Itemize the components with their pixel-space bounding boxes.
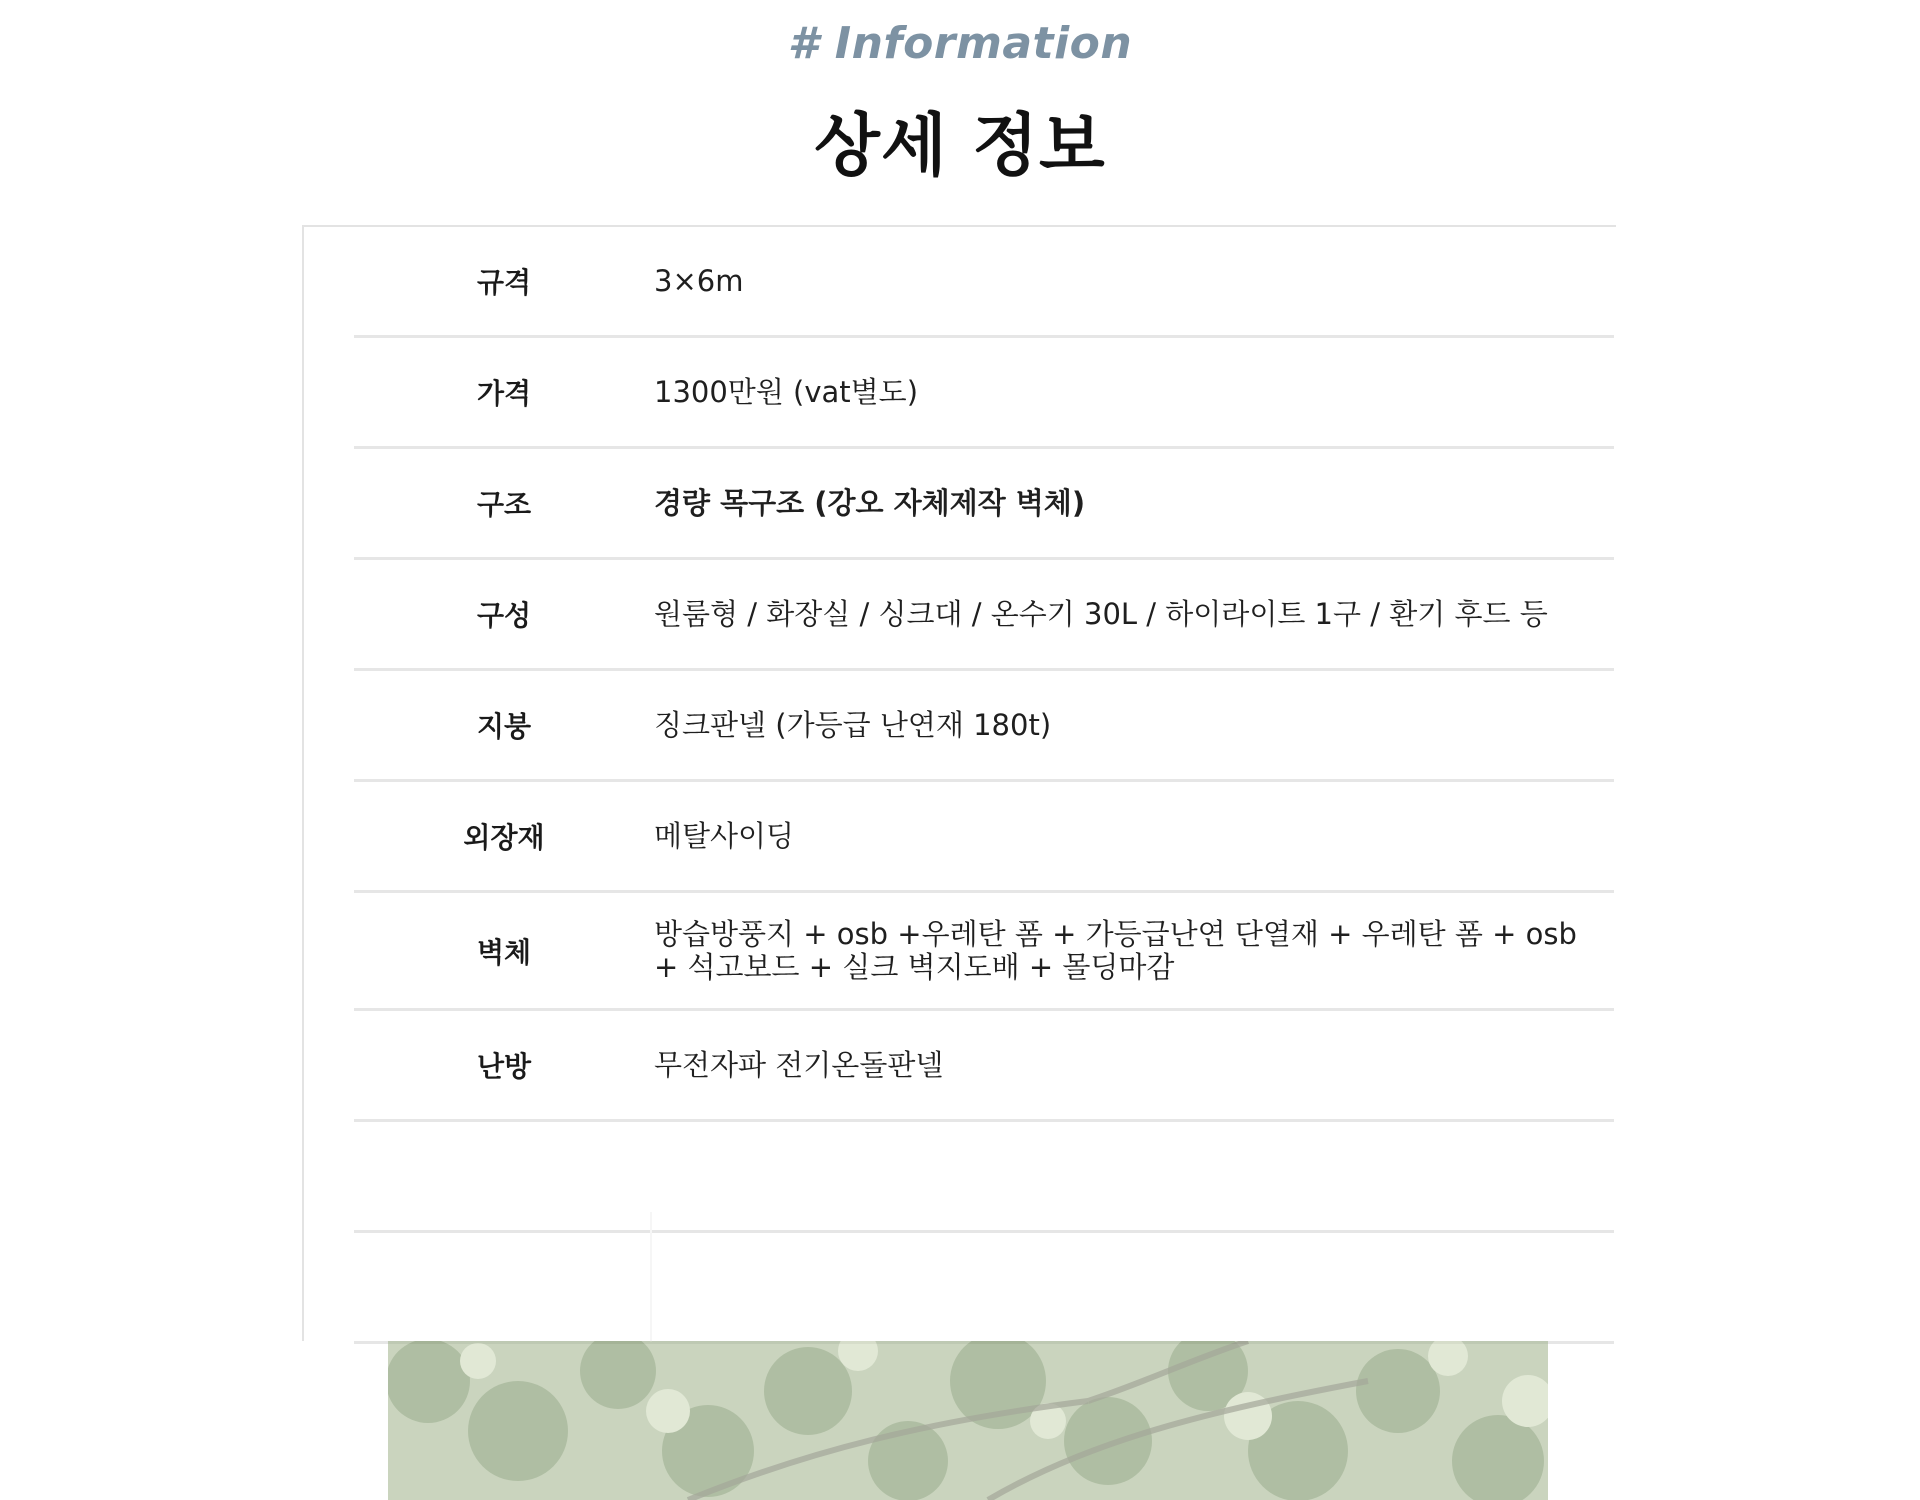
tree-photo bbox=[388, 1341, 1548, 1500]
spec-label: 난방 bbox=[476, 1050, 532, 1083]
spec-value: 무전자파 전기온돌판넬 bbox=[654, 1047, 944, 1082]
spec-table bbox=[354, 227, 1614, 1344]
spec-row-composition bbox=[354, 560, 1614, 671]
spec-row-structure bbox=[354, 449, 1614, 560]
page-title: 상세 정보 bbox=[814, 107, 1106, 186]
spec-value: 경량 목구조 (강오 자체제작 벽체) bbox=[654, 485, 1086, 520]
spec-row-wall bbox=[354, 893, 1614, 1011]
spec-label: 구조 bbox=[476, 488, 532, 521]
spec-row-exterior bbox=[354, 782, 1614, 893]
spec-label: 규격 bbox=[476, 266, 532, 299]
spec-label: 외장재 bbox=[463, 821, 545, 854]
spec-label: 가격 bbox=[476, 377, 532, 410]
spec-label: 지붕 bbox=[476, 710, 532, 743]
spec-row-roof bbox=[354, 671, 1614, 782]
section-eyebrow: # Information bbox=[787, 18, 1133, 69]
spec-value: 1300만원 (vat별도) bbox=[654, 374, 919, 409]
spec-row-empty bbox=[354, 1233, 1614, 1344]
spec-value: 원룸형 / 화장실 / 싱크대 / 온수기 30L / 하이라이트 1구 / 환기 후드 등 bbox=[654, 596, 1548, 631]
spec-row-heating bbox=[354, 1011, 1614, 1122]
spec-row-empty bbox=[354, 1122, 1614, 1233]
column-divider bbox=[650, 1212, 652, 1342]
spec-value: 방습방풍지 + osb +우레탄 폼 + 가등급난연 단열재 + 우레탄 폼 + osb + 석고보드 + 실크 벽지도배 + 몰딩마감 bbox=[654, 916, 1577, 984]
spec-row-price bbox=[354, 338, 1614, 449]
spec-label: 벽체 bbox=[476, 935, 532, 969]
tree-foliage-image bbox=[388, 1341, 1548, 1500]
spec-row-size bbox=[354, 227, 1614, 338]
spec-value: 3×6m bbox=[654, 263, 744, 298]
spec-value: 징크판넬 (가등급 난연재 180t) bbox=[654, 707, 1052, 742]
spec-value: 메탈사이딩 bbox=[654, 818, 795, 853]
spec-label: 구성 bbox=[476, 599, 532, 632]
